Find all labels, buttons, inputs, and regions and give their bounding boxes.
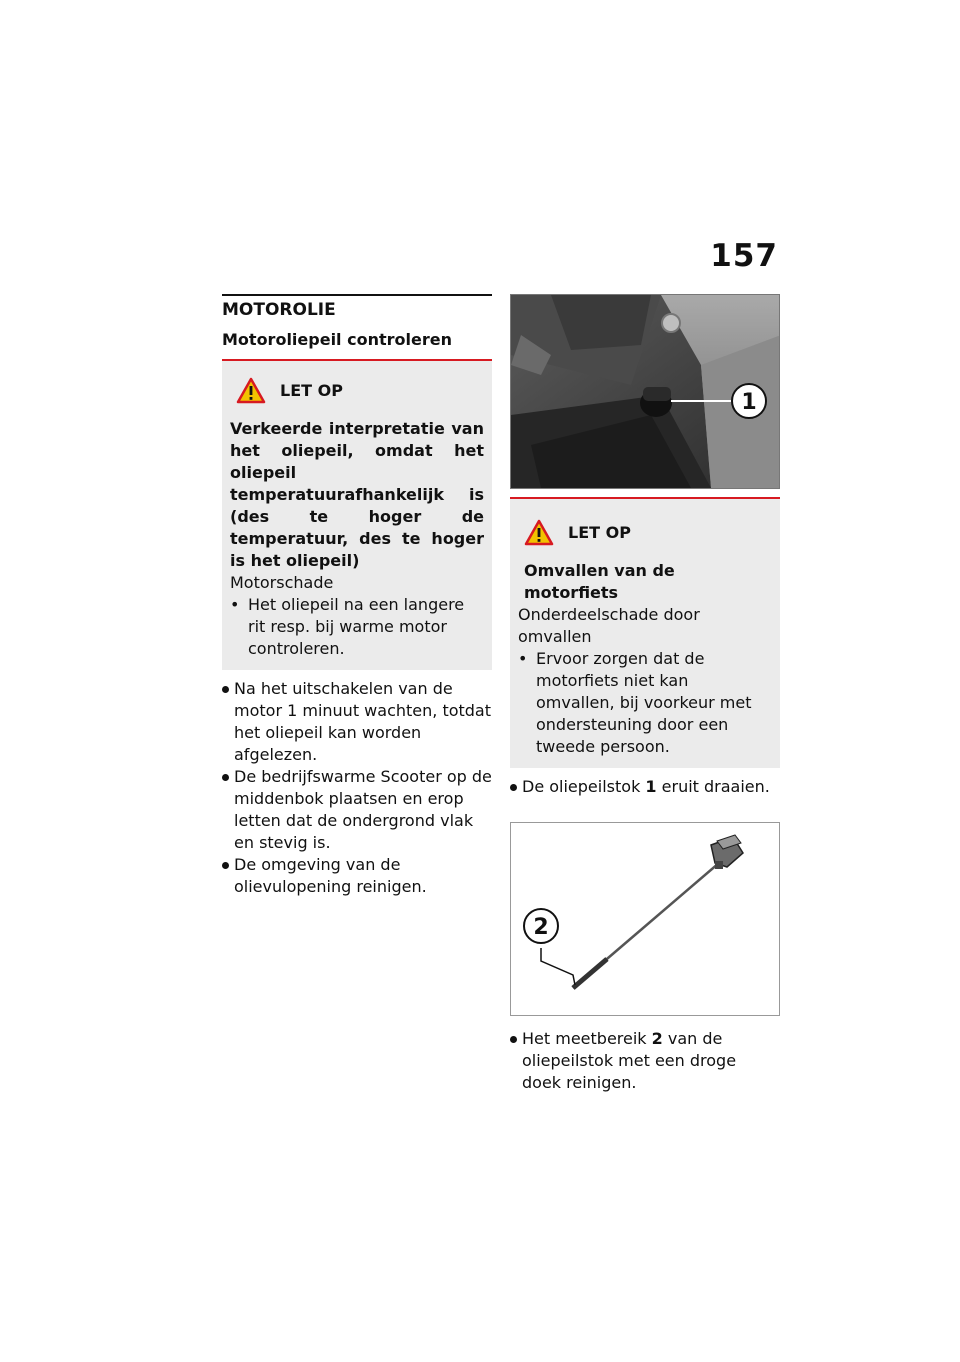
warning-header: [524, 519, 772, 546]
step-item-clean: [510, 1028, 780, 1094]
warning-label: LET OP: [568, 522, 631, 542]
warning-consequence: Motorschade: [230, 573, 334, 592]
warning-measures: [518, 648, 772, 758]
warning-box-tipping: [510, 499, 780, 768]
warning-box-oil-level: [222, 361, 492, 670]
callout-1: 1: [741, 390, 757, 415]
step-list-right-2: [510, 1028, 780, 1094]
warning-label: LET OP: [280, 380, 343, 400]
section-title: MOTOROLIE: [222, 300, 336, 320]
step-item: Na het uitschakelen van de motor 1 minuut wachten, totdat het oliepeil kan worden afgelezen.: [222, 678, 492, 766]
warning-header: [236, 377, 484, 404]
warning-measure: • Het oliepeil na een langere rit resp. bij warme motor controleren.: [230, 594, 484, 660]
warning-description: Verkeerde interpretatie van het oliepeil, omdat het oliepeil temperatuurafhankelijk is (des te hoger de temperatuur, des te hoger is het oliepeil): [230, 419, 484, 570]
step-item-unscrew: [510, 776, 780, 798]
warning-measures: [230, 594, 484, 660]
step-item: De omgeving van de olievulopening reinigen.: [222, 854, 492, 898]
callout-2: 2: [533, 915, 549, 940]
step-text: Het meetbereik: [522, 1029, 652, 1048]
right-column: [510, 294, 780, 1094]
step-reference: 1: [645, 777, 657, 796]
figure-dipstick: [510, 822, 780, 1016]
warning-description: Omvallen van de motorfiets: [524, 561, 675, 602]
warning-triangle-icon: [236, 377, 266, 404]
left-column: [222, 294, 492, 898]
warning-triangle-icon: [524, 519, 554, 546]
warning-measure: • Ervoor zorgen dat de motorfiets niet kan omvallen, bij voorkeur met ondersteuning door een tweede persoon.: [518, 648, 772, 758]
step-list-right-1: [510, 776, 780, 798]
figure-oil-filler-location: [510, 294, 780, 489]
sub-title: Motoroliepeil controleren: [222, 330, 492, 361]
step-text: van de oliepeilstok met een droge doek reinigen.: [522, 1029, 737, 1092]
page-number: 157: [710, 238, 778, 274]
step-item: De bedrijfswarme Scooter op de middenbok plaatsen en erop letten dat de ondergrond vlak en stevig is.: [222, 766, 492, 854]
oil-filler-photo: [511, 295, 780, 488]
warning-consequence: Onderdeelschade door omvallen: [518, 605, 700, 646]
step-text: De oliepeilstok: [522, 777, 646, 796]
section-rule: [222, 294, 492, 296]
step-reference: 2: [651, 1029, 663, 1048]
step-list-left: [222, 678, 492, 898]
dipstick-drawing: [511, 823, 780, 1015]
step-text: eruit draaien.: [656, 777, 770, 796]
